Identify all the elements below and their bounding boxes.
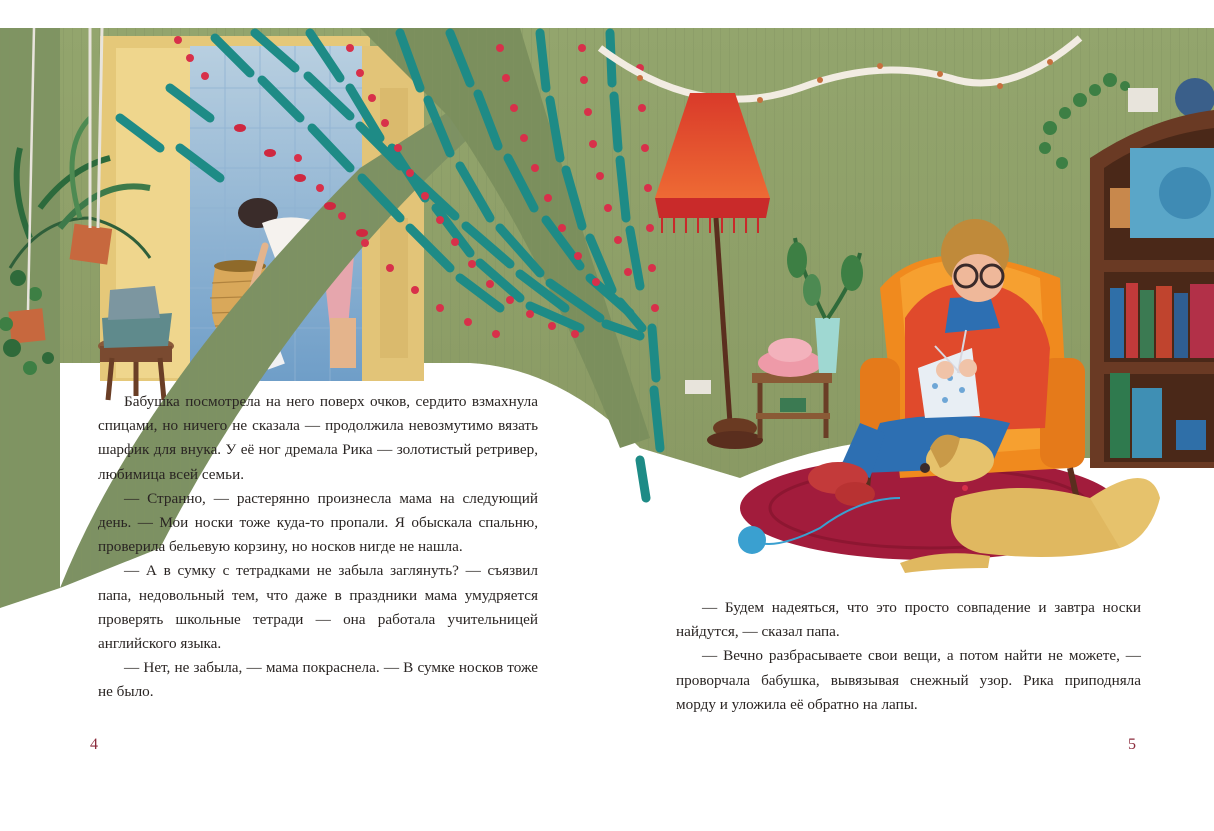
paragraph: — Вечно разбрасываете свои вещи, а потом найти не можете, — проворчала бабушка, вывязывая снежный узор. Рика приподняла морду и уложила её обратно на лапы.	[676, 647, 1141, 713]
yarn-ball-icon	[738, 526, 766, 554]
page-number-left: 4	[90, 736, 98, 753]
paragraph: — Странно, — растерянно произнесла мама на следующий день. — Мои носки тоже куда-то пропали. Я обыскала спальню, проверила бельевую корзину, но носков нигде не нашла.	[98, 489, 538, 556]
page-number-right: 5	[1128, 736, 1136, 753]
paragraph: — Будем надеяться, что это просто совпадение и завтра носки найдутся, — сказал папа.	[676, 599, 1141, 641]
paragraph: — Нет, не забыла, — мама покраснела. — В сумке носков тоже не было.	[98, 659, 538, 701]
left-page-text	[98, 390, 538, 705]
book-spread	[0, 28, 1214, 831]
right-page-text	[676, 596, 1141, 717]
bookshelf	[1090, 110, 1214, 468]
paragraph: — А в сумку с тетрадками не забыла заглянуть? — съязвил папа, недовольный тем, что даже в праздники мама умудряется проверять школьные тетради — она работала учительницей английского языка.	[98, 562, 538, 653]
paragraph: Бабушка посмотрела на него поверх очков, сердито взмахнула спицами, но ничего не сказала — продолжила невозмутимо вязать шарфик для внука. У её ног дремала Рика — золотистый ретривер, любимица всей семьи.	[98, 393, 538, 483]
